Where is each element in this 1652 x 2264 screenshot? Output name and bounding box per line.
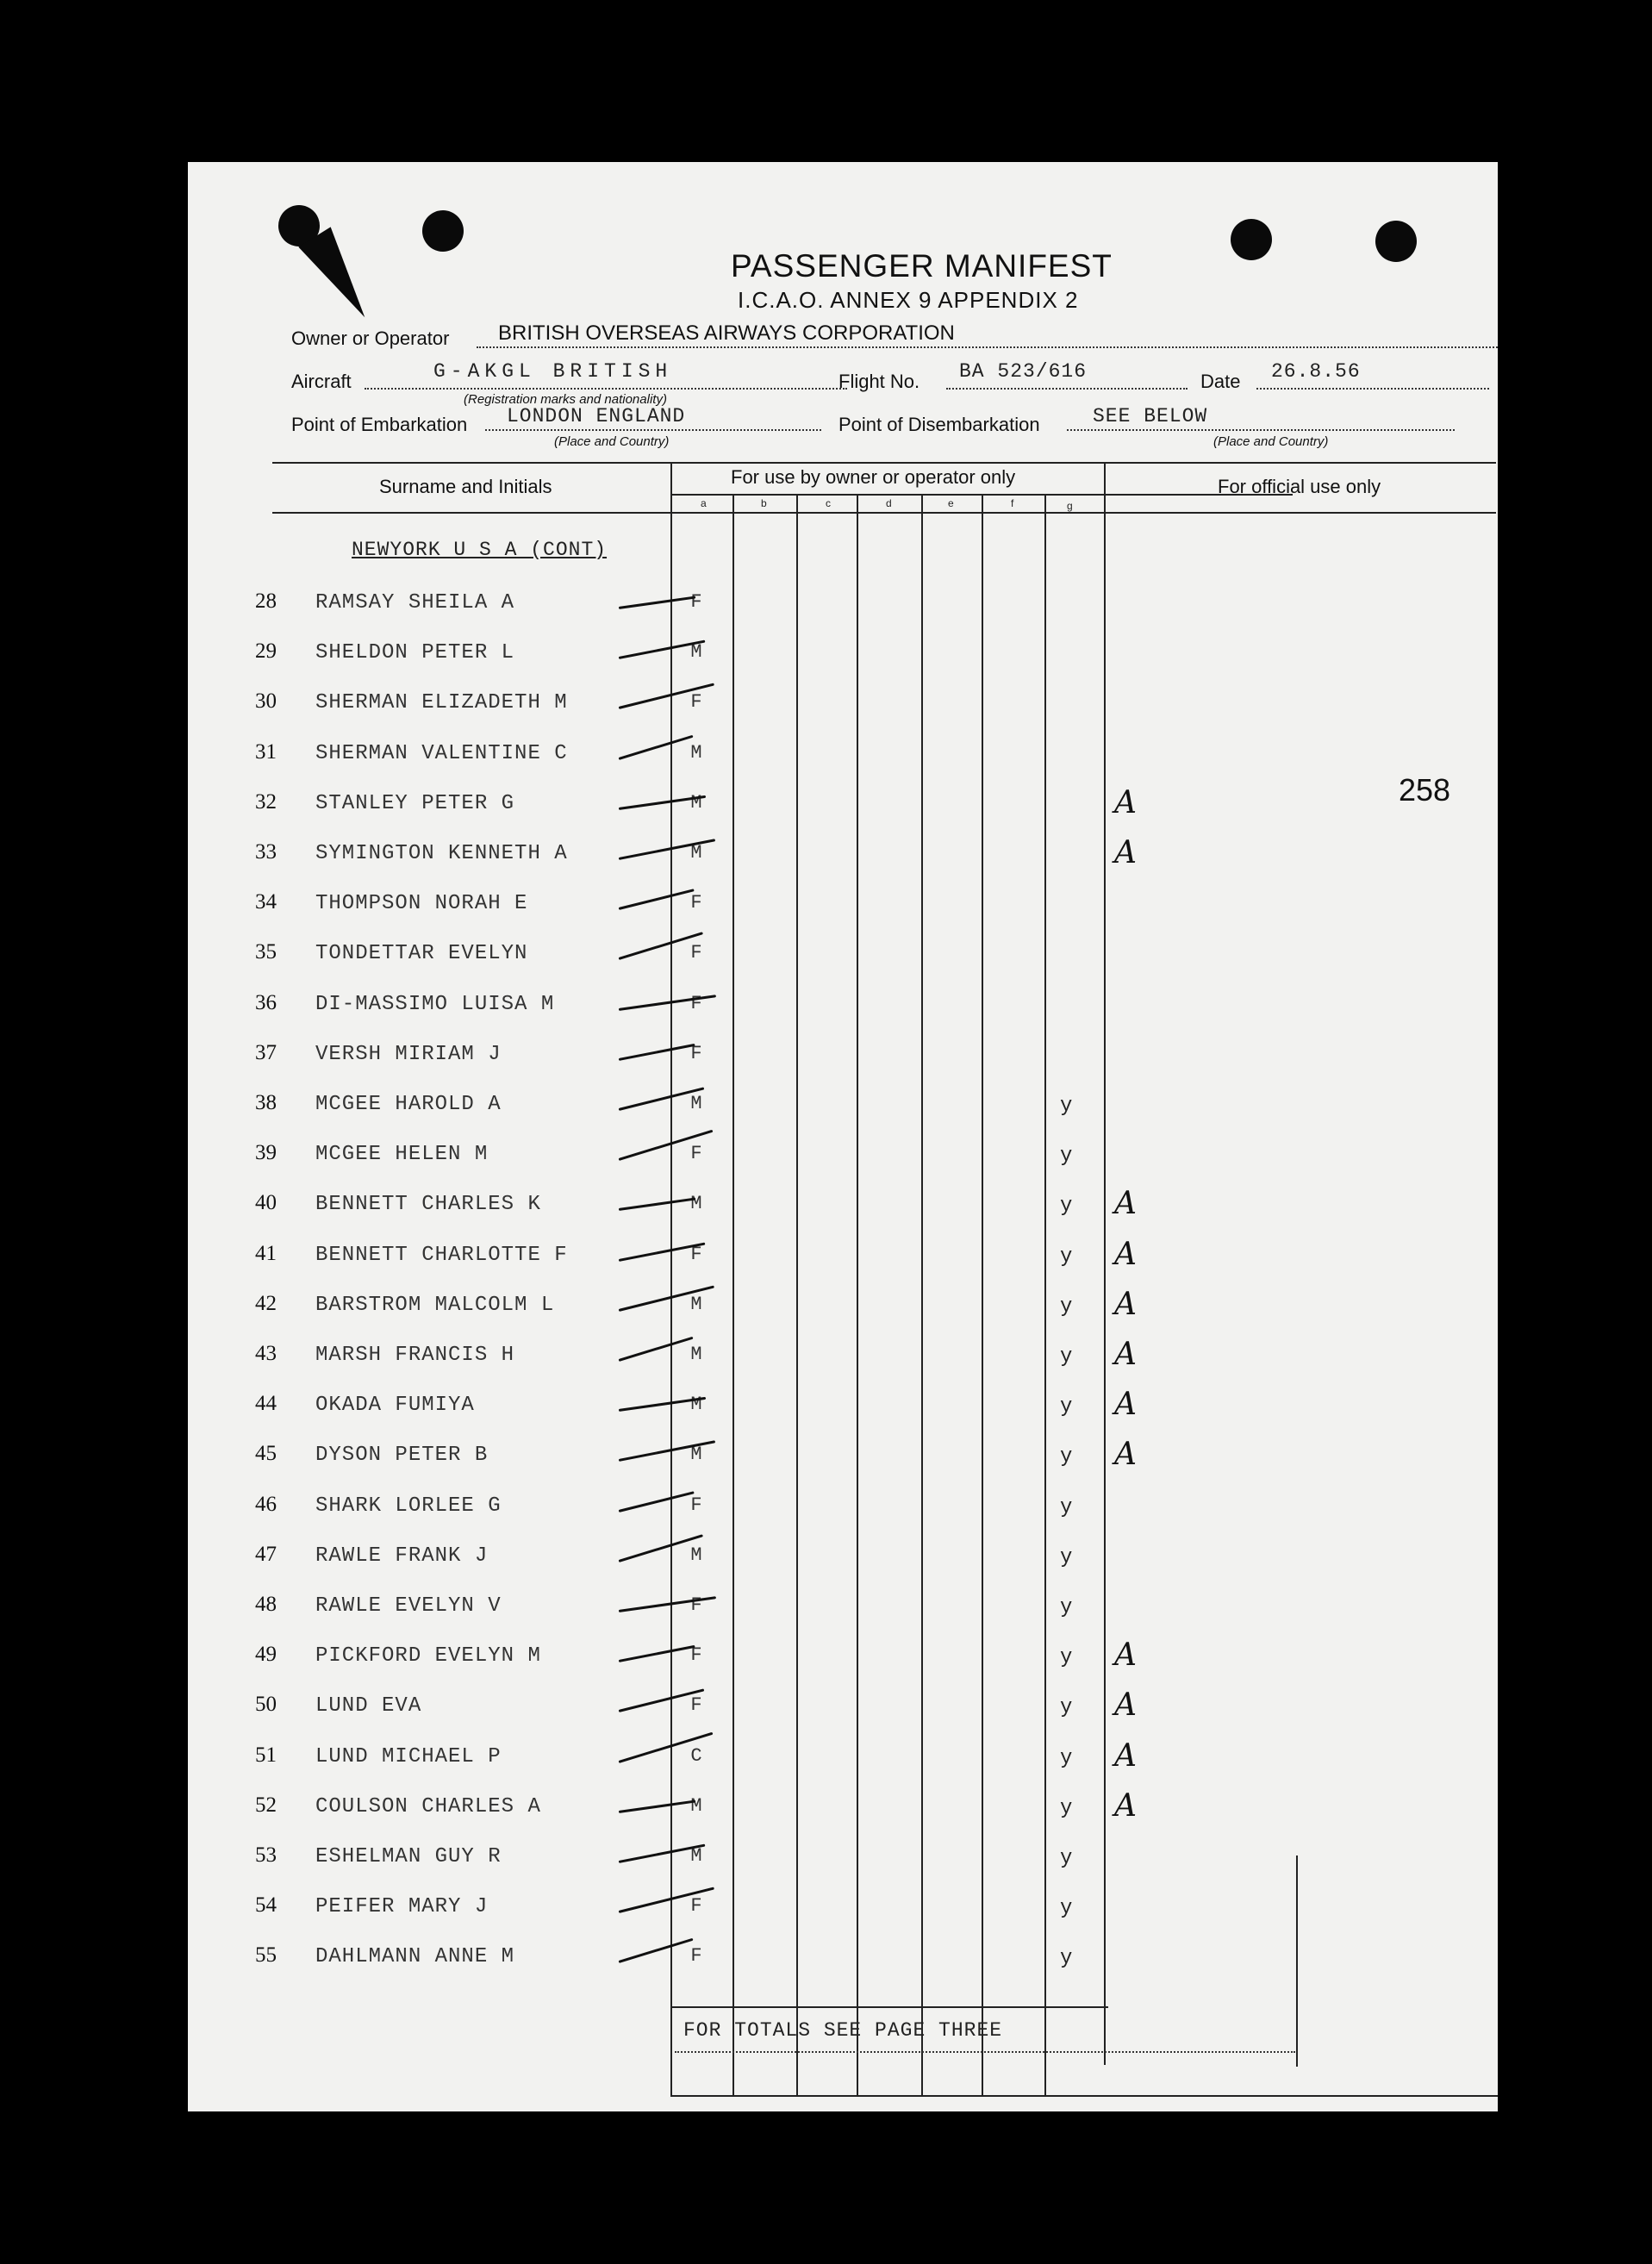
check-mark xyxy=(619,1645,695,1662)
disembarkation-value: SEE BELOW xyxy=(1093,405,1208,427)
col-letter-d: d xyxy=(886,497,892,509)
punch-hole xyxy=(1231,219,1272,260)
official-mark: A xyxy=(1114,1387,1137,1422)
owner-label: Owner or Operator xyxy=(291,327,450,349)
owner-underline xyxy=(477,346,1498,348)
passenger-sex: M xyxy=(690,742,702,764)
surname-column-header: Surname and Initials xyxy=(379,476,552,497)
passenger-number: 49 xyxy=(255,1643,277,1666)
passenger-name: SHARK LORLEE G xyxy=(315,1494,502,1518)
check-mark xyxy=(619,1197,696,1210)
official-mark: A xyxy=(1114,785,1137,820)
form-subtitle: I.C.A.O. ANNEX 9 APPENDIX 2 xyxy=(738,287,1079,313)
column-g-flag: y xyxy=(1060,1245,1073,1269)
passenger-sex: C xyxy=(690,1745,702,1767)
passenger-number: 45 xyxy=(255,1442,277,1465)
column-g-flag: y xyxy=(1060,1797,1073,1820)
passenger-sex: F xyxy=(690,591,702,613)
passenger-number: 46 xyxy=(255,1493,277,1516)
totals-note: FOR TOTALS SEE PAGE THREE xyxy=(683,2019,1003,2042)
check-mark xyxy=(619,889,695,910)
passenger-sex: F xyxy=(690,691,702,713)
passenger-name: RAWLE EVELYN V xyxy=(315,1594,502,1618)
passenger-sex: M xyxy=(690,1294,702,1315)
check-mark xyxy=(619,1337,694,1362)
section-heading: NEWYORK U S A (CONT) xyxy=(352,539,608,561)
passenger-sex: M xyxy=(690,1193,702,1214)
official-mark: A xyxy=(1114,835,1137,870)
passenger-sex: M xyxy=(690,1795,702,1817)
embarkation-underline xyxy=(485,429,821,431)
official-mark: A xyxy=(1114,1738,1137,1774)
passenger-number: 42 xyxy=(255,1292,277,1315)
column-g-flag: y xyxy=(1060,1395,1073,1419)
passenger-number: 29 xyxy=(255,639,277,663)
passenger-number: 47 xyxy=(255,1543,277,1566)
column-g-flag: y xyxy=(1060,1596,1073,1619)
passenger-sex: F xyxy=(690,1143,702,1164)
passenger-number: 48 xyxy=(255,1593,277,1616)
date-value: 26.8.56 xyxy=(1271,360,1361,383)
torn-corner xyxy=(298,227,381,327)
punch-hole xyxy=(422,210,464,252)
passenger-name: MCGEE HAROLD A xyxy=(315,1093,502,1116)
col-letter-c: c xyxy=(826,497,831,509)
passenger-name: SYMINGTON KENNETH A xyxy=(315,842,568,865)
passenger-number: 44 xyxy=(255,1392,277,1415)
column-g-flag: y xyxy=(1060,1546,1073,1569)
disembarkation-note: (Place and Country) xyxy=(1213,434,1329,449)
column-g-flag: y xyxy=(1060,1445,1073,1469)
passenger-number: 41 xyxy=(255,1242,277,1265)
column-g-flag: y xyxy=(1060,1847,1073,1870)
passenger-name: PICKFORD EVELYN M xyxy=(315,1644,541,1668)
column-g-flag: y xyxy=(1060,1345,1073,1369)
passenger-name: VERSH MIRIAM J xyxy=(315,1043,502,1066)
passenger-name: SHERMAN VALENTINE C xyxy=(315,742,568,765)
totals-top-rule xyxy=(670,2006,1108,2008)
passenger-name: BARSTROM MALCOLM L xyxy=(315,1294,555,1317)
check-mark xyxy=(619,596,696,608)
passenger-sex: F xyxy=(690,942,702,964)
passenger-sex: M xyxy=(690,1845,702,1867)
passenger-name: MCGEE HELEN M xyxy=(315,1143,489,1166)
column-g-flag: y xyxy=(1060,1897,1073,1920)
passenger-name: RAWLE FRANK J xyxy=(315,1544,489,1568)
col-letter-f: f xyxy=(1011,497,1014,509)
passenger-sex: F xyxy=(690,892,702,914)
column-g-flag: y xyxy=(1060,1144,1073,1168)
flight-underline xyxy=(946,388,1188,390)
passenger-number: 28 xyxy=(255,589,277,613)
passenger-name: LUND MICHAEL P xyxy=(315,1745,502,1768)
passenger-name: BENNETT CHARLOTTE F xyxy=(315,1244,568,1267)
passenger-name: ESHELMAN GUY R xyxy=(315,1845,502,1868)
passenger-name: BENNETT CHARLES K xyxy=(315,1193,541,1216)
col-letter-a: a xyxy=(701,497,707,509)
column-rule xyxy=(1296,1855,1298,2067)
passenger-sex: M xyxy=(690,1444,702,1465)
passenger-name: COULSON CHARLES A xyxy=(315,1795,541,1818)
column-rule xyxy=(921,494,923,2095)
official-mark: A xyxy=(1114,1687,1137,1723)
passenger-number: 37 xyxy=(255,1041,277,1064)
passenger-number: 33 xyxy=(255,840,277,864)
owner-value: BRITISH OVERSEAS AIRWAYS CORPORATION xyxy=(498,321,955,345)
passenger-name: THOMPSON NORAH E xyxy=(315,892,528,915)
passenger-name: TONDETTAR EVELYN xyxy=(315,942,528,965)
column-g-flag: y xyxy=(1060,1194,1073,1218)
column-g-flag: y xyxy=(1060,1646,1073,1669)
disembarkation-label: Point of Disembarkation xyxy=(838,414,1040,435)
passenger-sex: F xyxy=(690,1494,702,1516)
passenger-sex: M xyxy=(690,842,702,864)
passenger-number: 35 xyxy=(255,940,277,964)
embarkation-value: LONDON ENGLAND xyxy=(507,405,686,427)
passenger-sex: M xyxy=(690,641,702,663)
col-letter-e: e xyxy=(948,497,954,509)
passenger-number: 32 xyxy=(255,790,277,814)
passenger-number: 31 xyxy=(255,740,277,764)
date-underline xyxy=(1256,388,1489,390)
column-g-flag: y xyxy=(1060,1095,1073,1118)
column-rule xyxy=(1044,494,1046,2095)
punch-hole xyxy=(1375,221,1417,262)
official-mark: A xyxy=(1114,1237,1137,1272)
official-mark: A xyxy=(1114,1287,1137,1322)
check-mark xyxy=(619,1491,695,1512)
passenger-name: DAHLMANN ANNE M xyxy=(315,1945,515,1968)
passenger-number: 50 xyxy=(255,1693,277,1716)
aircraft-label: Aircraft xyxy=(291,371,352,392)
passenger-sex: F xyxy=(690,1594,702,1616)
col-letter-b: b xyxy=(761,497,767,509)
passenger-number: 36 xyxy=(255,991,277,1014)
column-rule xyxy=(857,494,858,2095)
passenger-name: DYSON PETER B xyxy=(315,1444,489,1467)
passenger-name: MARSH FRANCIS H xyxy=(315,1344,515,1367)
column-g-flag: y xyxy=(1060,1696,1073,1719)
passenger-number: 39 xyxy=(255,1141,277,1164)
passenger-sex: F xyxy=(690,1694,702,1716)
passenger-name: DI-MASSIMO LUISA M xyxy=(315,993,555,1016)
passenger-sex: M xyxy=(690,1544,702,1566)
column-g-flag: y xyxy=(1060,1295,1073,1319)
column-rule xyxy=(796,494,798,2095)
passenger-name: STANLEY PETER G xyxy=(315,792,515,815)
passenger-number: 52 xyxy=(255,1793,277,1817)
table-top-rule xyxy=(272,462,1496,464)
check-mark xyxy=(619,735,694,760)
passenger-sex: F xyxy=(690,1644,702,1666)
passenger-name: LUND EVA xyxy=(315,1694,422,1718)
embarkation-note: (Place and Country) xyxy=(554,434,670,449)
embarkation-label: Point of Embarkation xyxy=(291,414,468,435)
official-mark: A xyxy=(1114,1337,1137,1372)
passenger-name: RAMSAY SHEILA A xyxy=(315,591,515,614)
check-mark xyxy=(619,1938,694,1963)
flight-value: BA 523/616 xyxy=(959,360,1088,383)
official-column-header: For official use only xyxy=(1218,476,1381,497)
aircraft-underline xyxy=(365,388,847,390)
passenger-sex: F xyxy=(690,1244,702,1265)
manifest-page xyxy=(188,162,1498,2111)
passenger-number: 53 xyxy=(255,1843,277,1867)
passenger-number: 54 xyxy=(255,1893,277,1917)
page-number-stamp: 258 xyxy=(1399,772,1451,808)
table-bottom-rule xyxy=(670,2095,1498,2097)
passenger-number: 38 xyxy=(255,1091,277,1114)
check-mark xyxy=(619,1044,695,1061)
official-mark: A xyxy=(1114,1637,1137,1673)
passenger-name: PEIFER MARY J xyxy=(315,1895,489,1918)
passenger-sex: F xyxy=(690,1043,702,1064)
aircraft-value: G-AKGL BRITISH xyxy=(433,360,673,383)
column-rule xyxy=(1104,462,1106,2065)
col-letter-g: g xyxy=(1067,500,1073,512)
passenger-number: 34 xyxy=(255,890,277,914)
passenger-number: 30 xyxy=(255,689,277,713)
official-mark: A xyxy=(1114,1437,1137,1472)
form-title: PASSENGER MANIFEST xyxy=(731,248,1113,284)
passenger-name: OKADA FUMIYA xyxy=(315,1394,475,1417)
passenger-sex: M xyxy=(690,1093,702,1114)
date-label: Date xyxy=(1200,371,1241,392)
official-mark: A xyxy=(1114,1186,1137,1221)
passenger-sex: F xyxy=(690,993,702,1014)
passenger-number: 51 xyxy=(255,1743,277,1767)
flight-label: Flight No. xyxy=(838,371,920,392)
passenger-name: SHELDON PETER L xyxy=(315,641,515,664)
passenger-sex: F xyxy=(690,1895,702,1917)
official-mark: A xyxy=(1114,1788,1137,1824)
operator-column-header: For use by owner or operator only xyxy=(731,466,1016,488)
passenger-sex: M xyxy=(690,1394,702,1415)
passenger-sex: M xyxy=(690,792,702,814)
totals-underline xyxy=(675,2051,1295,2053)
column-g-flag: y xyxy=(1060,1747,1073,1770)
column-rule xyxy=(982,494,983,2095)
passenger-number: 43 xyxy=(255,1342,277,1365)
passenger-name: SHERMAN ELIZADETH M xyxy=(315,691,568,714)
passenger-sex: F xyxy=(690,1945,702,1967)
table-header-rule xyxy=(272,512,1496,514)
disembarkation-underline xyxy=(1067,429,1455,431)
passenger-sex: M xyxy=(690,1344,702,1365)
check-mark xyxy=(619,1799,696,1812)
passenger-number: 55 xyxy=(255,1943,277,1967)
column-rule xyxy=(732,494,734,2095)
passenger-number: 40 xyxy=(255,1191,277,1214)
column-g-flag: y xyxy=(1060,1947,1073,1970)
column-g-flag: y xyxy=(1060,1496,1073,1519)
aircraft-note: (Registration marks and nationality) xyxy=(464,392,667,407)
